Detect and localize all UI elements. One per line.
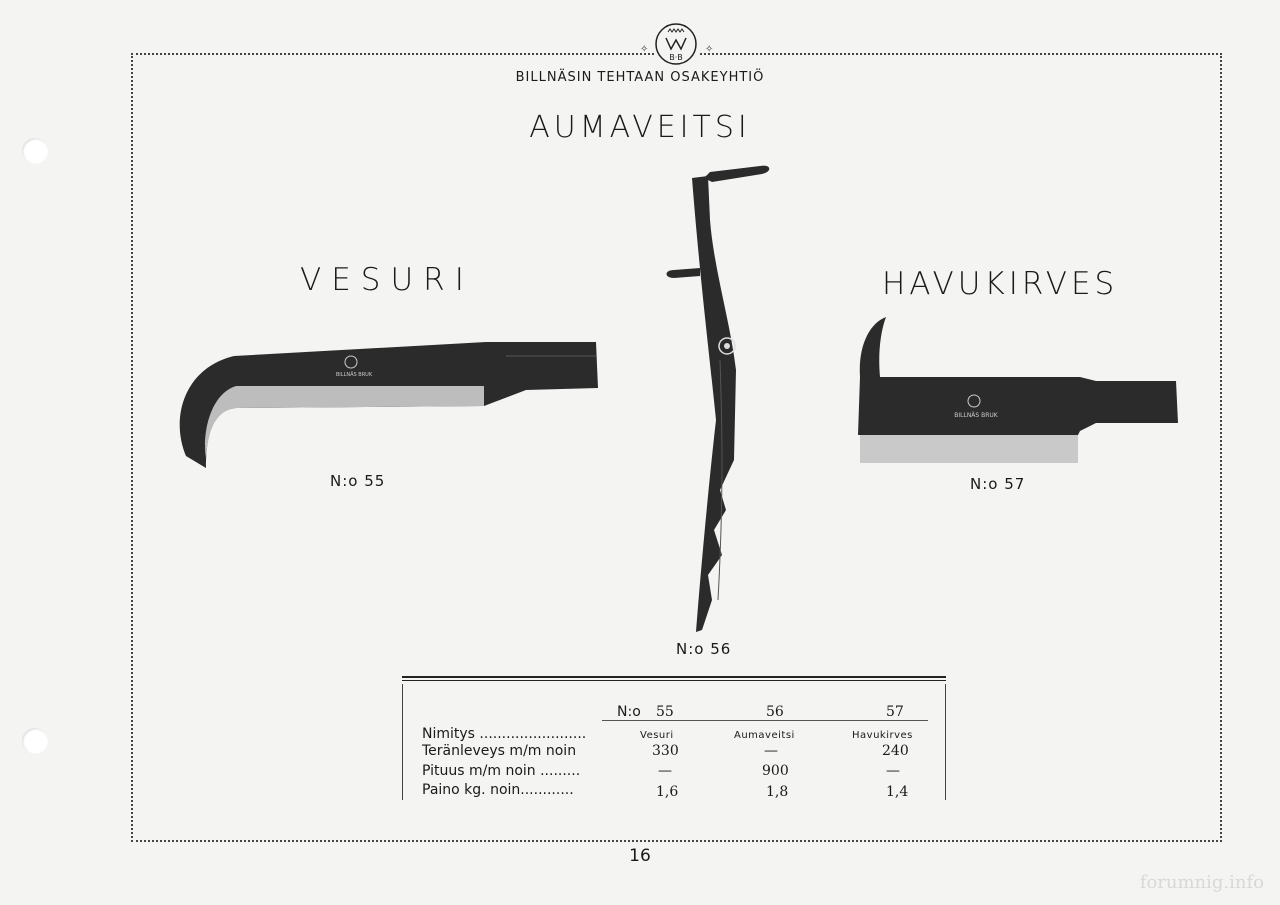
table-header-number: 57	[886, 704, 904, 720]
table-cell: 1,4	[886, 784, 909, 800]
axe-stamp: BILLNÄS BRUK	[954, 412, 998, 419]
page-number: 16	[629, 846, 651, 866]
specs-table	[402, 676, 946, 800]
caption-left: N:o 55	[330, 472, 386, 490]
billhook-illustration	[176, 338, 600, 470]
stack-knife-illustration	[660, 160, 780, 635]
table-header-number: 55	[656, 704, 674, 720]
table-cell: —	[886, 763, 900, 779]
tool-title-left: VESURI	[300, 262, 474, 298]
company-logo	[654, 22, 698, 66]
table-cell: 240	[882, 743, 909, 759]
caption-right: N:o 57	[970, 475, 1026, 493]
table-border-left	[402, 684, 403, 800]
table-cell: 1,8	[766, 784, 789, 800]
table-cell: Havukirves	[852, 730, 913, 741]
table-rule	[402, 680, 946, 681]
punch-hole-bottom	[22, 728, 48, 754]
table-border-right	[945, 684, 946, 800]
table-cell: Vesuri	[640, 730, 674, 741]
row-label: Nimitys ........................	[422, 726, 587, 742]
brush-axe-illustration	[856, 315, 1180, 465]
table-cell: Aumaveitsi	[734, 730, 795, 741]
billhook-stamp: BILLNÄS BRUK	[335, 372, 373, 378]
table-cell: —	[764, 743, 778, 759]
logo-text: B·B	[669, 53, 683, 62]
table-header-label: N:o	[617, 704, 641, 720]
table-cell: 330	[652, 743, 679, 759]
table-cell: 900	[762, 763, 789, 779]
ornament-left-icon: ✧	[640, 44, 649, 55]
table-header-number: 56	[766, 704, 784, 720]
company-name: BILLNÄSIN TEHTAAN OSAKEYHTIÖ	[515, 70, 765, 85]
row-label: Paino kg. noin............	[422, 782, 574, 798]
watermark: forumnig.info	[1139, 872, 1264, 893]
caption-center: N:o 56	[676, 640, 732, 658]
table-rule	[602, 720, 928, 721]
table-rule	[402, 676, 946, 678]
tool-title-right: HAVUKIRVES	[882, 266, 1119, 302]
main-title: AUMAVEITSI	[529, 110, 751, 145]
row-label: Pituus m/m noin .........	[422, 763, 581, 779]
table-cell: —	[658, 763, 672, 779]
table-cell: 1,6	[656, 784, 679, 800]
ornament-right-icon: ✧	[705, 44, 714, 55]
row-label: Teränleveys m/m noin	[422, 743, 577, 759]
